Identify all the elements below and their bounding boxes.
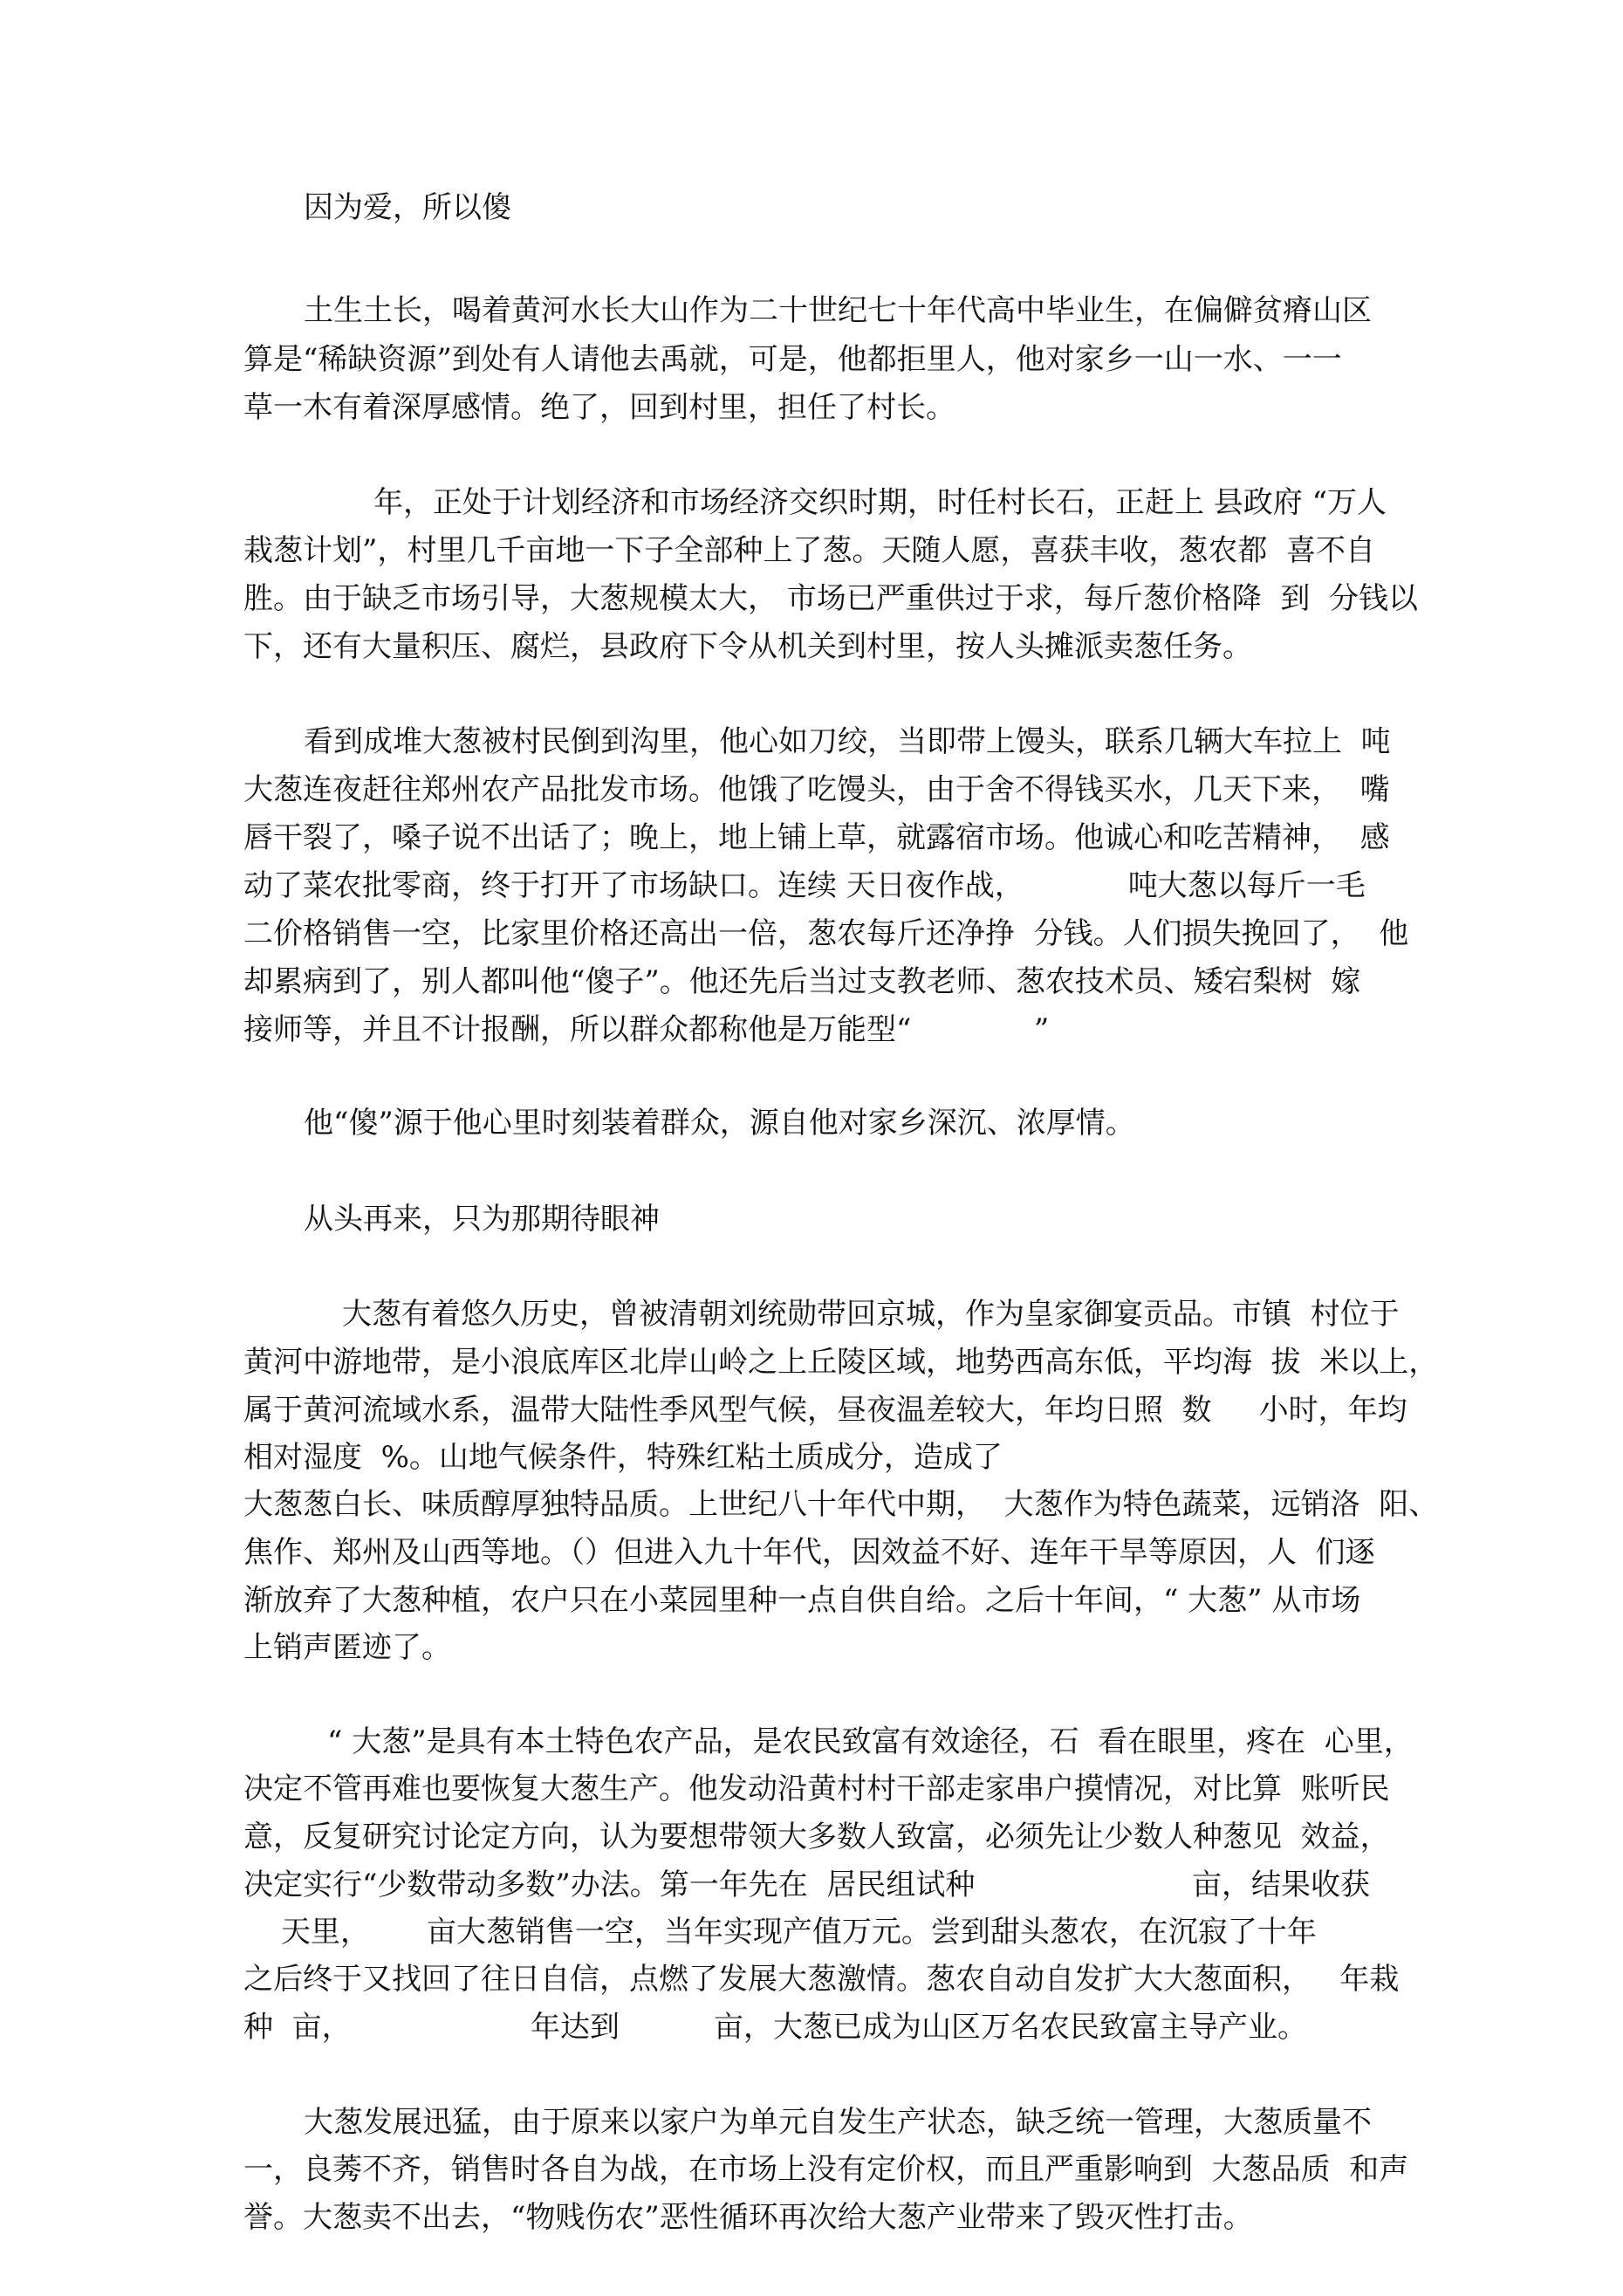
text-line: 渐放弃了大葱种植，农户只在小菜园里种一点自供自给。之后十年间，“ 大葱” 从市场 [243,1583,1361,1618]
text-line: 决定不管再难也要恢复大葱生产。他发动沿黄村村干部走家串户摸情况，对比算 账听民 [243,1772,1390,1806]
text-line: 唇干裂了，嗓子说不出话了；晚上，地上铺上草，就露宿市场。他诚心和吃苦精神， 感 [243,820,1390,855]
text-line: 决定实行“少数带动多数”办法。第一年先在 居民组试种 亩，结果收获 [243,1868,1370,1902]
text-line: 二价格销售一空，比家里价格还高出一倍，葱农每斤还净挣 分钱。人们损失挽回了， 他 [243,916,1409,951]
text-line: 大葱连夜赶往郑州农产品批发市场。他饿了吃馒头，由于舍不得钱买水，几天下来， 嘴 [243,772,1390,807]
text-line: “ 大葱”是具有本土特色农产品，是农民致富有效途径，石 看在眼里，疼在 心里， [327,1724,1414,1759]
text-line: 天里， 亩大葱销售一空，当年实现产值万元。尝到甜头葱农，在沉寂了十年 [281,1915,1317,1950]
text-line: 却累病到了，别人都叫他“傻子”。他还先后当过支教老师、葱农技术员、矮宕梨树 嫁 [243,964,1361,999]
text-line: 黄河中游地带，是小浪底库区北岸山岭之上丘陵区域，地势西高东低，平均海 拔 米以上， [243,1345,1439,1380]
text-line: 看到成堆大葱被村民倒到沟里，他心如刀绞，当即带上馒头，联系几辆大车拉上 吨 [304,724,1391,759]
paragraph-4: 他“傻”源于他心里时刻装着群众，源自他对家乡深沉、浓厚情。 [304,1106,1135,1141]
text-line: 大葱发展迅猛，由于原来以家户为单元自发生产状态，缺乏统一管理，大葱质量不 [304,2105,1372,2140]
text-line: 草一木有着深厚感情。绝了，回到村里，担任了村长。 [243,390,955,425]
text-line: 大葱有着悠久历史，曾被清朝刘统勋带回京城，作为皇家御宴贡品。市镇 村位于 [342,1297,1400,1332]
text-line: 土生土长，喝着黄河水长大山作为二十世纪七十年代高中毕业生，在偏僻贫瘠山区 [304,293,1372,328]
section-heading-1: 因为爱，所以傻 [304,190,511,225]
text-line: 意，反复研究讨论定方向，认为要想带领大多数人致富，必须先让少数人种葱见 效益， [243,1820,1390,1854]
section-heading-2: 从头再来，只为那期待眼神 [304,1202,660,1237]
text-line: 动了菜农批零商，终于打开了市场缺口。连续 天日夜作战， 吨大葱以每斤一毛 [243,868,1366,903]
text-line: 之后终于又找回了往日自信，点燃了发展大葱激情。葱农自动自发扩大大葱面积， 年栽 [243,1962,1400,1997]
text-line: 接师等，并且不计报酬，所以群众都称他是万能型“ ” [243,1012,1050,1047]
text-line: 胜。由于缺乏市场引导，大葱规模太大， 市场已严重供过于求，每斤葱价格降 到 分钱以 [243,581,1419,616]
text-line: 下，还有大量积压、腐烂，县政府下令从机关到村里，按人头摊派卖葱任务。 [243,629,1252,664]
text-line: 种 亩， 年达到 亩，大葱已成为山区万名农民致富主导产业。 [243,2010,1308,2045]
text-line: 焦作、郑州及山西等地。（）但进入九十年代，因效益不好、连年干旱等原因，人 们逐 [243,1535,1375,1570]
text-line: 相对湿度 %。山地气候条件，特殊红粘土质成分，造成了 [243,1440,1003,1475]
text-line: 年，正处于计划经济和市场经济交织时期，时任村长石，正赶上 县政府 “万人 [373,485,1387,520]
text-line: 大葱葱白长、味质醇厚独特品质。上世纪八十年代中期， 大葱作为特色蔬菜，远销洛 阳、 [243,1487,1439,1522]
text-line: 誉。大葱卖不出去，“物贱伤农”恶性循环再次给大葱产业带来了毁灭性打击。 [243,2200,1253,2235]
text-line: 栽葱计划”，村里几千亩地一下子全部种上了葱。天随人愿，喜获丰收，葱农都 喜不自 [243,533,1375,568]
text-line: 属于黄河流域水系，温带大陆性季风型气候，昼夜温差较大，年均日照 数 小时，年均 [243,1393,1407,1428]
text-line: 一，良莠不齐，销售时各自为战，在市场上没有定价权，而且严重影响到 大葱品质 和声 [243,2152,1409,2187]
text-line: 上销声匿迹了。 [243,1630,451,1665]
text-line: 算是“稀缺资源”到处有人请他去禹就，可是，他都拒里人，他对家乡一山一水、一一 [243,342,1342,377]
